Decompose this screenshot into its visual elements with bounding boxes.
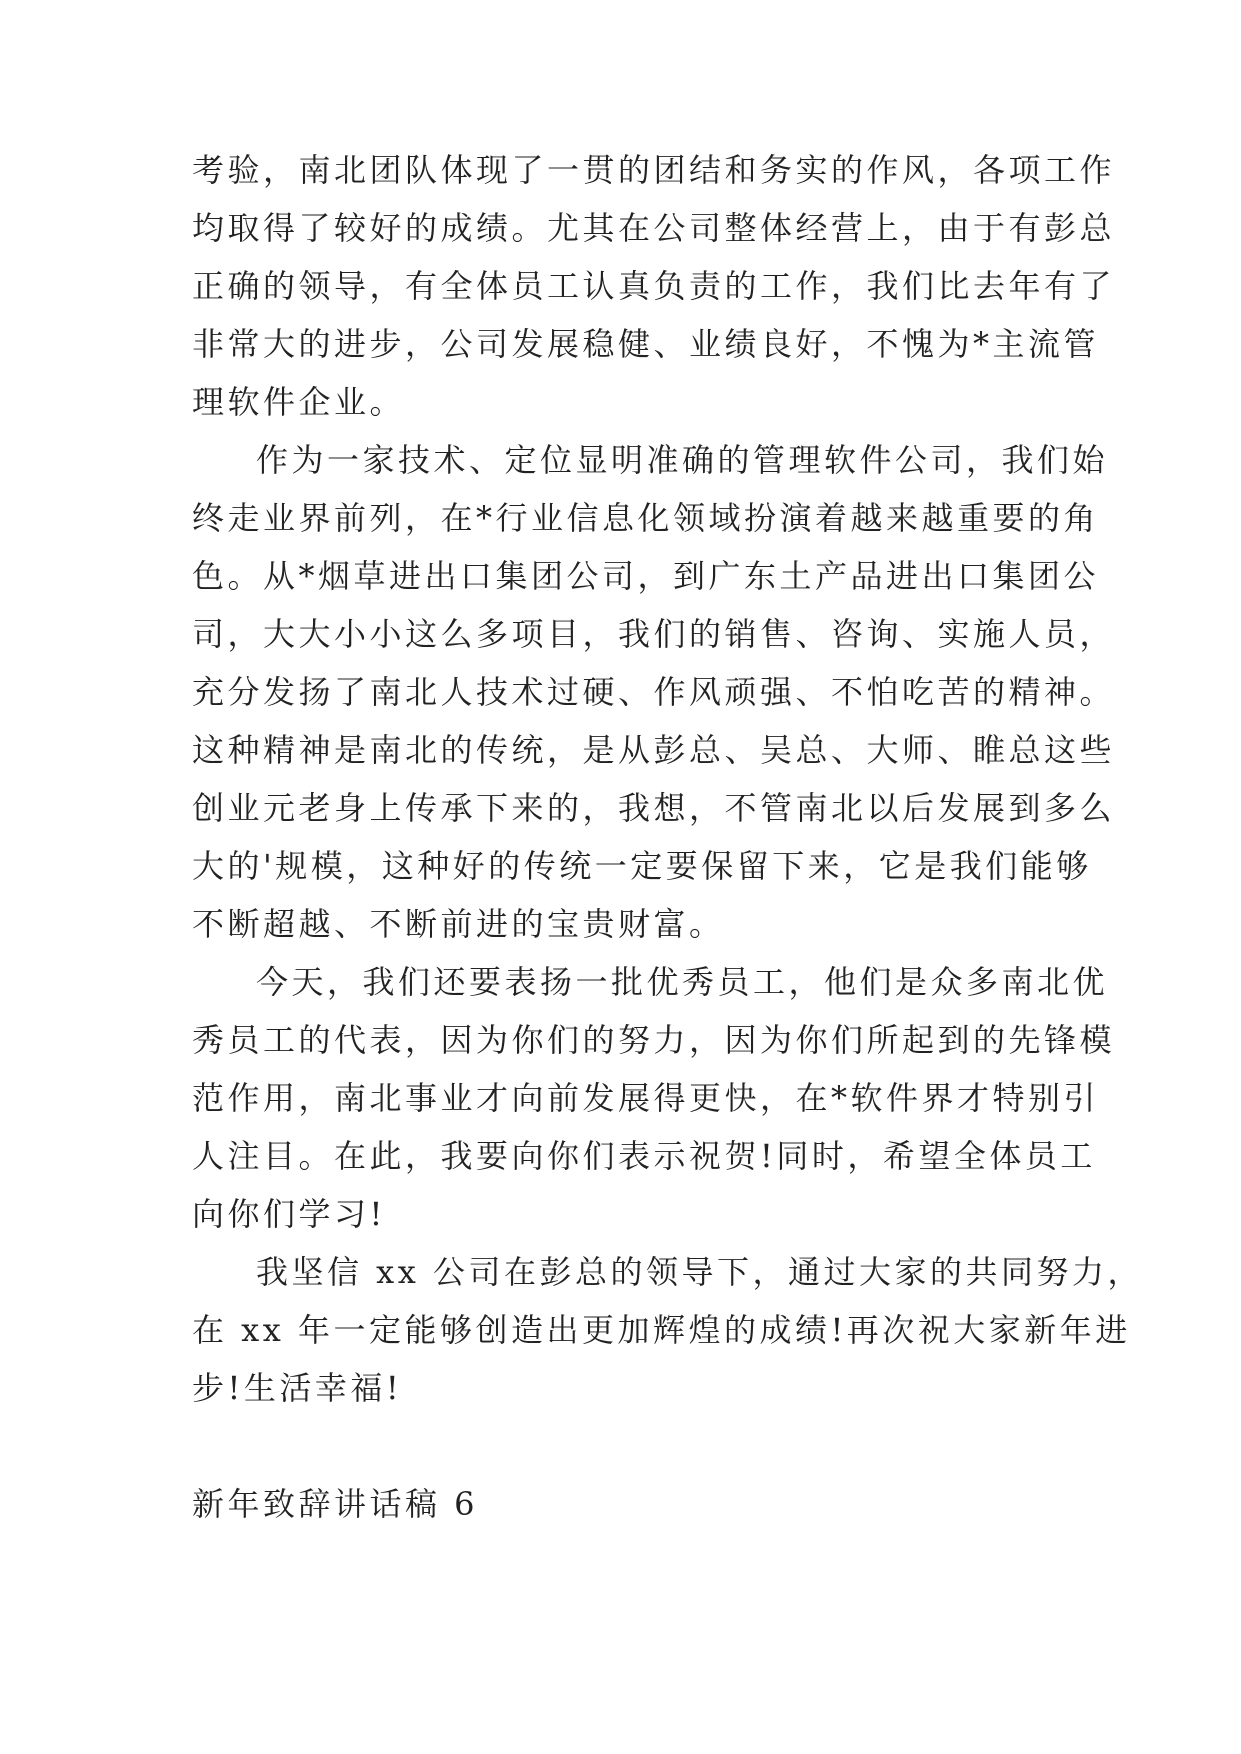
text-line: 均取得了较好的成绩。尤其在公司整体经营上，由于有彭总 (192, 209, 1116, 247)
text-line: 范作用，南北事业才向前发展得更快，在*软件界才特别引 (192, 1079, 1100, 1117)
text-line: 这种精神是南北的传统，是从彭总、吴总、大师、睢总这些 (192, 731, 1116, 769)
text-line: 创业元老身上传承下来的，我想，不管南北以后发展到多么 (192, 789, 1116, 827)
text-line: 步!生活幸福! (192, 1369, 403, 1407)
paragraph-first-line: 今天，我们还要表扬一批优秀员工，他们是众多南北优 (256, 963, 1109, 1001)
text-line: 考验，南北团队体现了一贯的团结和务实的作风，各项工作 (192, 151, 1116, 189)
text-line: 不断超越、不断前进的宝贵财富。 (192, 905, 725, 943)
text-line: 充分发扬了南北人技术过硬、作风顽强、不怕吃苦的精神。 (192, 673, 1116, 711)
section-heading: 新年致辞讲话稿 6 (192, 1485, 479, 1523)
text-line: 大的'规模，这种好的传统一定要保留下来，它是我们能够 (192, 847, 1092, 885)
text-line: 向你们学习! (192, 1195, 386, 1233)
text-line: 秀员工的代表，因为你们的努力，因为你们所起到的先锋模 (192, 1021, 1116, 1059)
text-line: 终走业界前列，在*行业信息化领域扮演着越来越重要的角 (192, 499, 1100, 537)
text-line: 司，大大小小这么多项目，我们的销售、咨询、实施人员， (192, 615, 1116, 653)
text-line: 非常大的进步，公司发展稳健、业绩良好，不愧为*主流管 (192, 325, 1100, 363)
text-line: 人注目。在此，我要向你们表示祝贺!同时，希望全体员工 (192, 1137, 1096, 1175)
text-line: 色。从*烟草进出口集团公司，到广东土产品进出口集团公 (192, 557, 1100, 595)
paragraph-first-line: 我坚信 xx 公司在彭总的领导下，通过大家的共同努力， (256, 1253, 1143, 1291)
text-line: 理软件企业。 (192, 383, 406, 421)
text-line: 正确的领导，有全体员工认真负责的工作，我们比去年有了 (192, 267, 1116, 305)
text-line: 在 xx 年一定能够创造出更加辉煌的成绩!再次祝大家新年进 (192, 1311, 1131, 1349)
paragraph-first-line: 作为一家技术、定位显明准确的管理软件公司，我们始 (256, 441, 1109, 479)
